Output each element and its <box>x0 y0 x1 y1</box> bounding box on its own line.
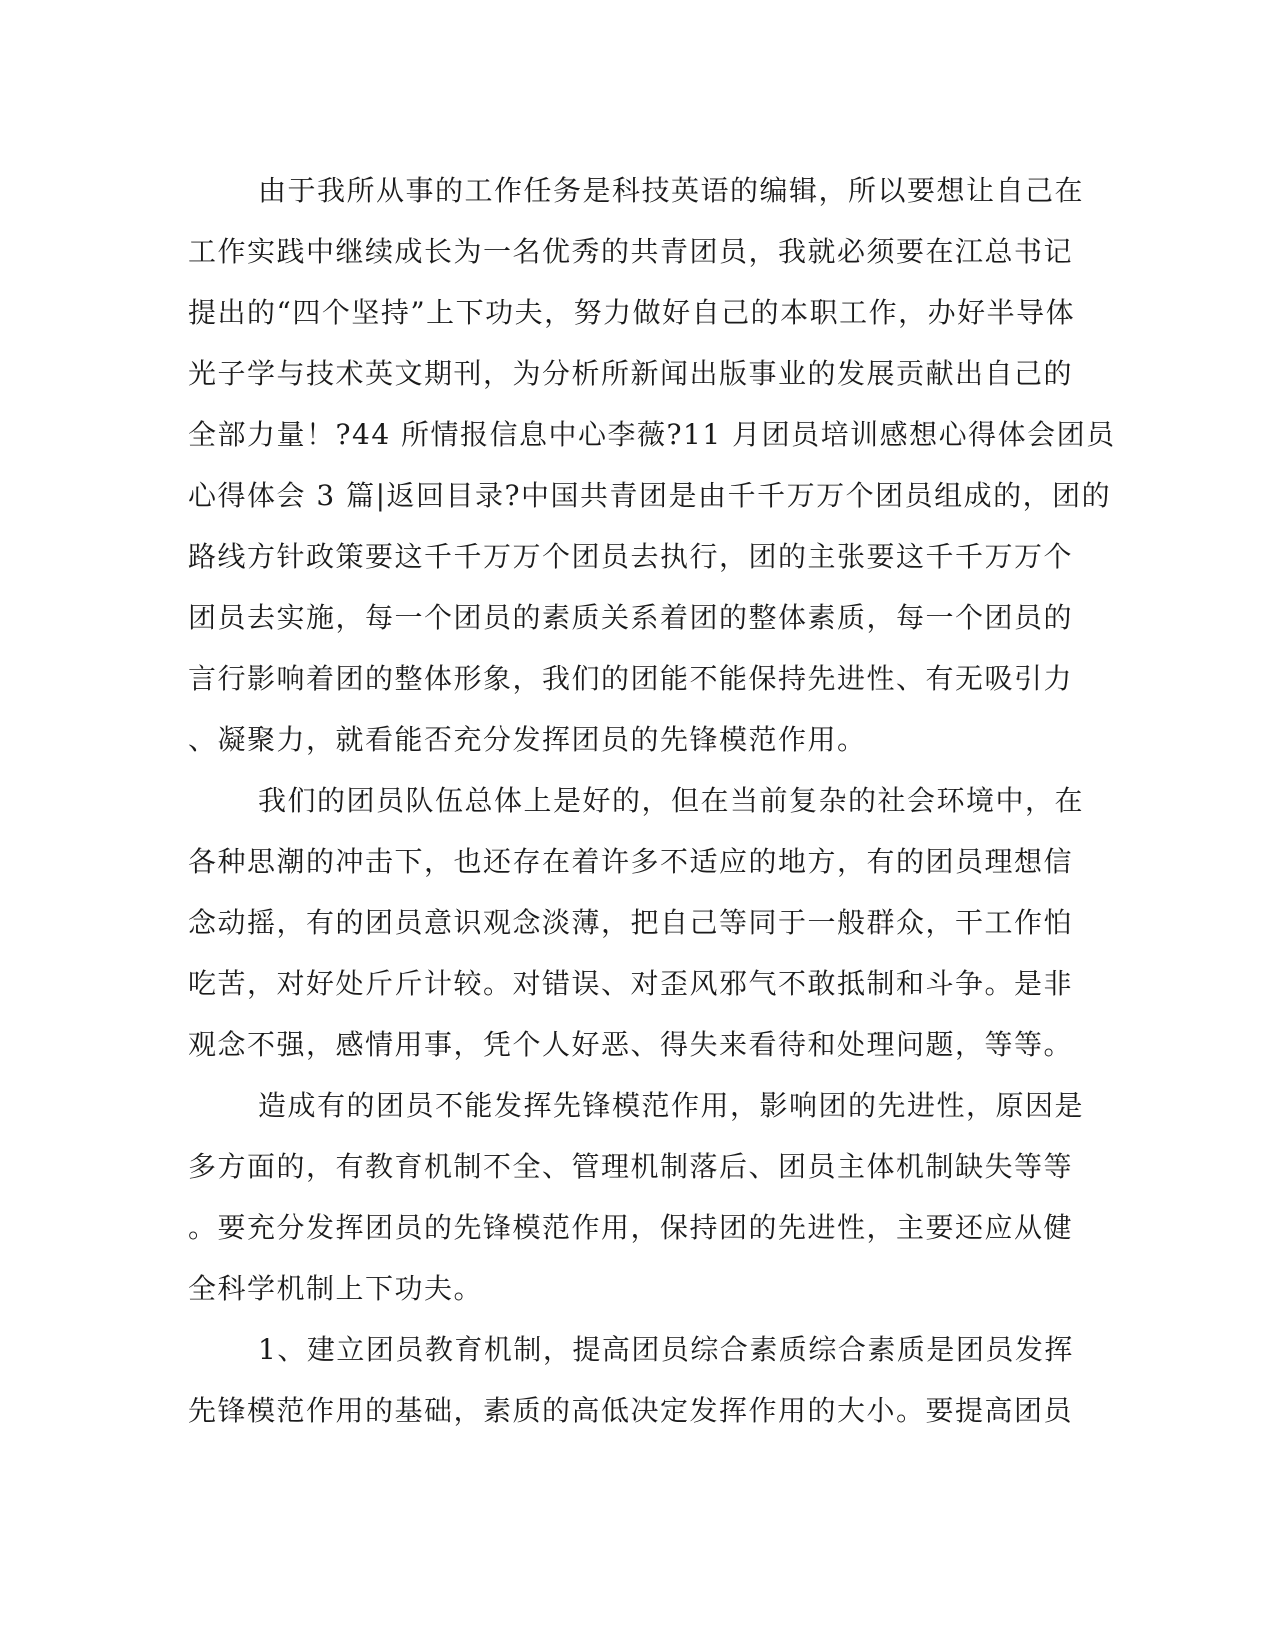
text-line: 提出的“四个坚持”上下功夫，努力做好自己的本职工作，办好半导体 <box>188 296 1076 329</box>
paragraph-3 <box>188 1075 1088 1319</box>
text-line: 多方面的，有教育机制不全、管理机制落后、团员主体机制缺失等等 <box>188 1150 1074 1183</box>
text-line: 1、建立团员教育机制，提高团员综合素质综合素质是团员发挥 <box>258 1333 1074 1366</box>
document-body <box>188 160 1116 1441</box>
text-line: 我们的团员队伍总体上是好的，但在当前复杂的社会环境中，在 <box>258 784 1085 817</box>
text-line: 团员去实施，每一个团员的素质关系着团的整体素质，每一个团员的 <box>188 601 1074 634</box>
text-line: 念动摇，有的团员意识观念淡薄，把自己等同于一般群众，干工作怕 <box>188 906 1074 939</box>
text-line: 全部力量！?44 所情报信息中心李薇?11 月团员培训感想心得体会团员 <box>188 418 1116 451</box>
text-line: 光子学与技术英文期刊，为分析所新闻出版事业的发展贡献出自己的 <box>188 357 1074 390</box>
paragraph-2 <box>188 770 1088 1075</box>
text-line: 先锋模范作用的基础，素质的高低决定发挥作用的大小。要提高团员 <box>188 1394 1074 1427</box>
text-line: 由于我所从事的工作任务是科技英语的编辑，所以要想让自己在 <box>258 174 1085 207</box>
text-line: 各种思潮的冲击下，也还存在着许多不适应的地方，有的团员理想信 <box>188 845 1074 878</box>
text-line: 、凝聚力，就看能否充分发挥团员的先锋模范作用。 <box>188 723 867 756</box>
text-line: 观念不强，感情用事，凭个人好恶、得失来看待和处理问题，等等。 <box>188 1028 1074 1061</box>
text-line: 造成有的团员不能发挥先锋模范作用，影响团的先进性，原因是 <box>258 1089 1085 1122</box>
text-line: 工作实践中继续成长为一名优秀的共青团员，我就必须要在江总书记 <box>188 235 1074 268</box>
text-line: 心得体会 3 篇|返回目录?中国共青团是由千千万万个团员组成的，团的 <box>188 479 1112 512</box>
text-line: 路线方针政策要这千千万万个团员去执行，团的主张要这千千万万个 <box>188 540 1074 573</box>
paragraph-4 <box>188 1319 1088 1441</box>
text-line: 。要充分发挥团员的先锋模范作用，保持团的先进性，主要还应从健 <box>188 1211 1074 1244</box>
paragraph-1 <box>188 160 1116 770</box>
text-line: 言行影响着团的整体形象，我们的团能不能保持先进性、有无吸引力 <box>188 662 1074 695</box>
text-line: 吃苦，对好处斤斤计较。对错误、对歪风邪气不敢抵制和斗争。是非 <box>188 967 1074 1000</box>
text-line: 全科学机制上下功夫。 <box>188 1272 484 1305</box>
